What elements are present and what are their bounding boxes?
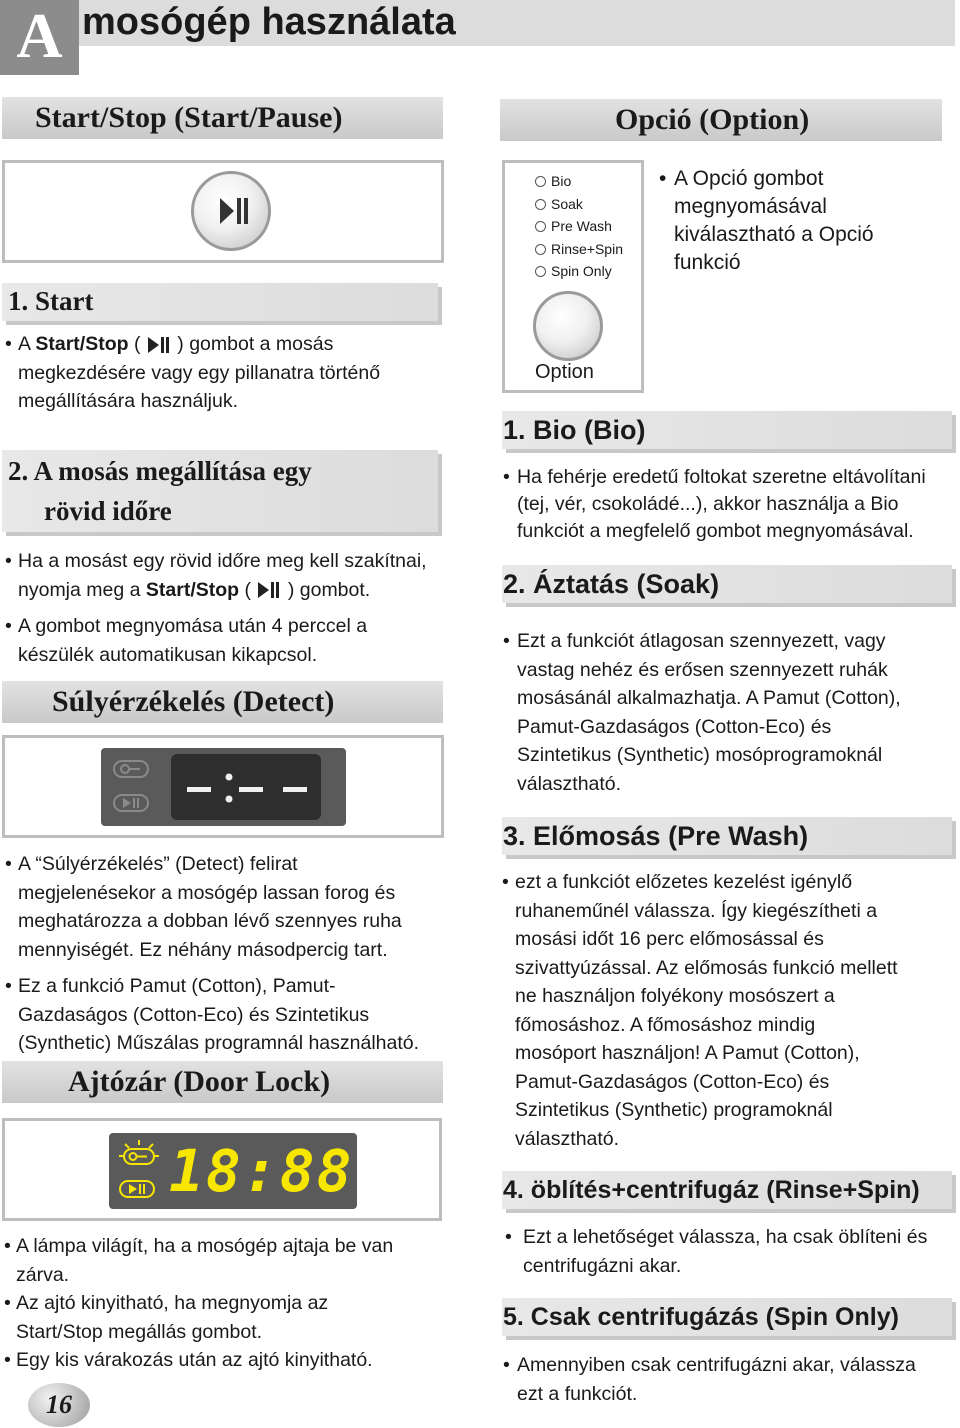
bio-paragraph: • Ha fehérje eredetű foltokat szeretne eltávolítani (tej, vér, csokoládé...), akkor használja a Bio funkciót a megfelelő gombot megnyomásával. (503, 466, 926, 542)
option-intro: • A Opció gombot megnyomásával kiválasztható a Opció funkció (659, 167, 874, 274)
option-button-label: Option (535, 361, 594, 383)
pause-paragraph: • Ha a mosást egy rövid időre meg kell szakítnai, nyomja meg a Start/Stop ( ) gombot. (5, 550, 427, 601)
option-panel (502, 160, 644, 393)
door-lock-paragraph-2: • Az ajtó kinyitható, ha megnyomja az Start/Stop megállás gombot. (4, 1292, 329, 1343)
option-indicator-icon (535, 176, 546, 187)
option-bio: Bio (535, 170, 623, 193)
spin-only-paragraph: • Amennyiben csak centrifugázni akar, válassza ezt a funkciót. (503, 1354, 916, 1405)
page-number: 16 (28, 1383, 90, 1427)
option-spin-only: Spin Only (535, 260, 623, 283)
soak-subheading: 2. Áztatás (Soak) (503, 569, 720, 599)
spin-only-subheading: 5. Csak centrifugázás (Spin Only) (503, 1303, 899, 1331)
option-button[interactable] (533, 291, 603, 361)
start-pause-indicator-icon (113, 793, 149, 813)
detect-paragraph-2: • Ez a funkció Pamut (Cotton), Pamut- Gazdaságos (Cotton-Eco) és Szintetikus (Synthetic) Műszálas programnál használható. (5, 975, 420, 1054)
door-lock-icon (113, 759, 149, 779)
start-pause-button[interactable] (191, 171, 271, 251)
door-lock-paragraph-3: • Egy kis várakozás után az ajtó kinyitható. (4, 1349, 373, 1371)
start-paragraph: • A Start/Stop ( ) gombot a mosás megkezdésére vagy egy pillanatra történő megállítására használjuk. (5, 333, 381, 412)
option-heading: Opció (Option) (615, 103, 810, 136)
title-initial-letter: A (0, 0, 79, 75)
bio-subheading: 1. Bio (Bio) (503, 415, 646, 445)
start-pause-lit-icon (119, 1179, 155, 1199)
option-pre-wash: Pre Wash (535, 215, 623, 238)
play-pause-icon (194, 174, 268, 248)
door-lock-display (109, 1133, 357, 1209)
play-pause-icon (256, 579, 282, 601)
detect-dash-readout (171, 754, 321, 820)
option-indicator-icon (535, 244, 546, 255)
option-list (535, 170, 623, 283)
time-readout: 18:88 (169, 1137, 354, 1205)
auto-off-paragraph: • A gombot megnyomása után 4 perccel a készülék automatikusan kikapcsol. (5, 615, 368, 666)
rinse-spin-subheading: 4. öblítés+centrifugáz (Rinse+Spin) (503, 1176, 920, 1204)
pre-wash-paragraph: • ezt a funkciót előzetes kezelést igénylő ruhaneműnél válassza. Így kiegészítheti a mosási időt 16 perc előmosással és szivattyúzással. Az előmosás funkció mellett ne használjon folyékony mosószert a főmosáshoz. A főmosáshoz mindig mosóport használjon! A Pamut (Cotton), Pamut-Gazdaságos (Cotton-Eco) és Szintetikus (Synthetic) programoknál választható. (502, 871, 898, 1150)
door-lock-lit-icon (117, 1139, 161, 1171)
detect-panel (2, 735, 444, 838)
start-stop-panel (2, 160, 444, 263)
detect-display (101, 748, 346, 826)
option-rinse-spin: Rinse+Spin (535, 238, 623, 261)
door-lock-heading: Ajtózár (Door Lock) (68, 1065, 331, 1098)
start-subheading: 1. Start (8, 286, 94, 316)
detect-heading: Súlyérzékelés (Detect) (52, 685, 335, 718)
soak-paragraph: • Ezt a funkciót átlagosan szennyezett, vagy vastag nehéz és erősen szennyezett ruhák mosásánál alkalmazhatja. A Pamut (Cotton), Pamut-Gazdaságos (Cotton-Eco) és Szintetikus (Synthetic) mosóprogramoknál választható. (503, 630, 901, 795)
option-soak: Soak (535, 193, 623, 216)
detect-paragraph-1: • A “Súlyérzékelés” (Detect) felirat megjelenésekor a mosógép lassan forog és meghatározza a dobban lévő szennyes ruha mennyiségét. Ez néhány másodpercig tart. (5, 853, 402, 961)
option-indicator-icon (535, 266, 546, 277)
option-indicator-icon (535, 199, 546, 210)
pre-wash-subheading: 3. Előmosás (Pre Wash) (503, 821, 809, 851)
play-pause-icon (146, 334, 172, 356)
page-title: mosógép használata (82, 1, 456, 43)
rinse-spin-paragraph: • Ezt a lehetőséget válassza, ha csak öblíteni és centrifugázni akar. (505, 1226, 928, 1277)
door-lock-paragraph-1: • A lámpa világít, ha a mosógép ajtaja be van zárva. (4, 1235, 394, 1286)
option-indicator-icon (535, 221, 546, 232)
start-stop-heading: Start/Stop (Start/Pause) (35, 101, 343, 134)
pause-subheading: 2. A mosás megállítása egy rövid időre (8, 456, 312, 526)
door-lock-panel (2, 1118, 442, 1221)
